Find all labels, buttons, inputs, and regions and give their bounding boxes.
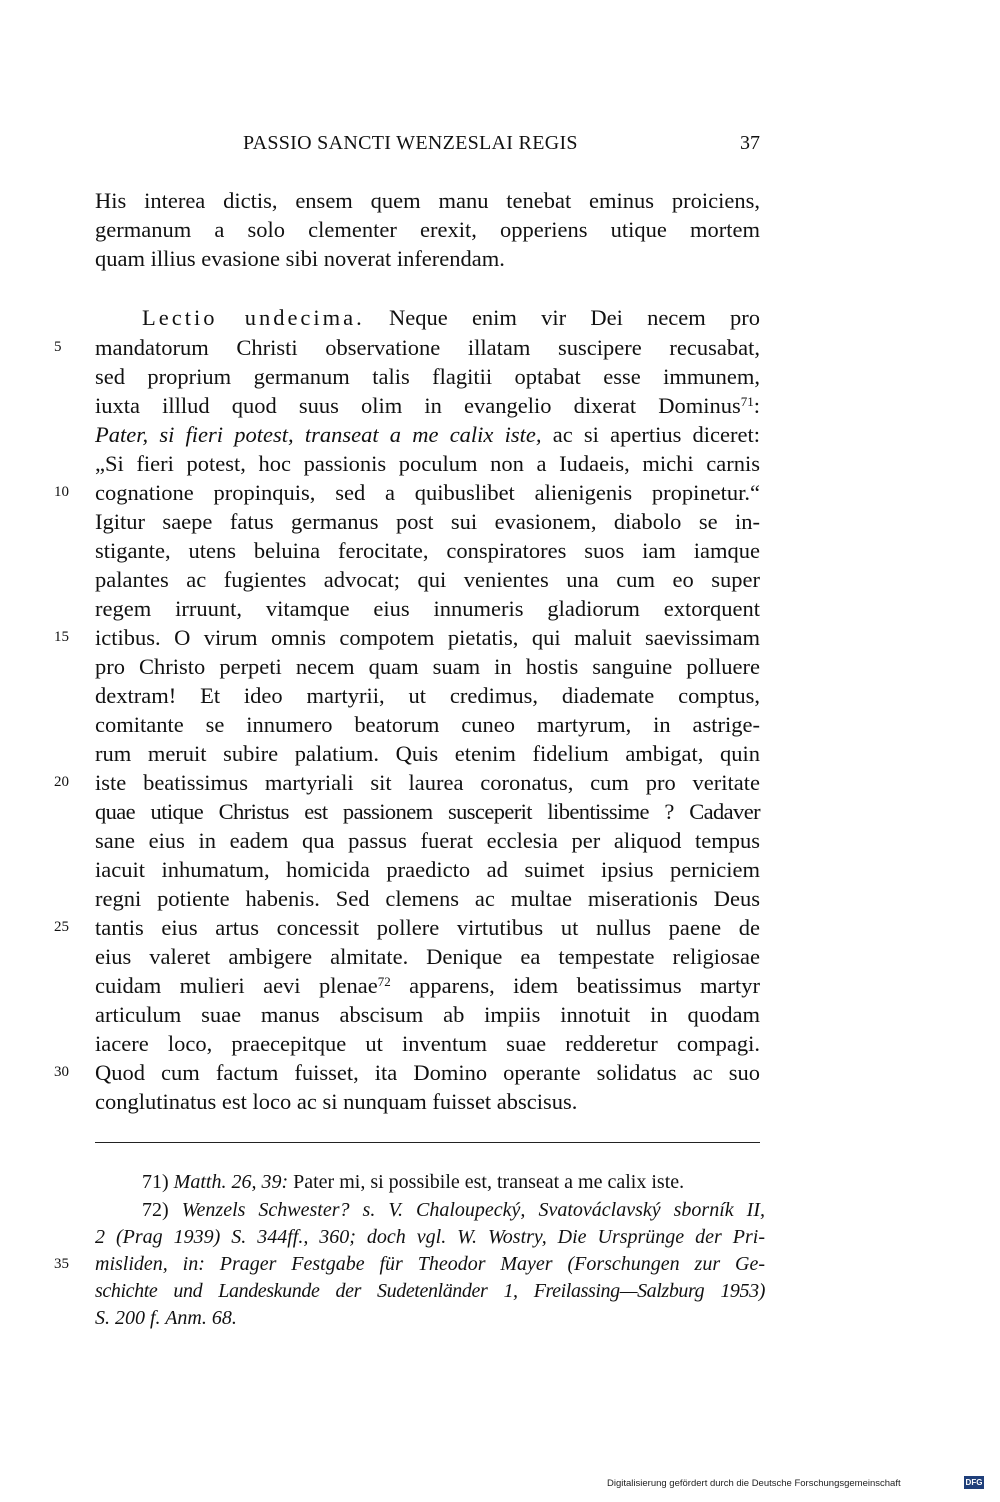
digitization-note: Digitalisierung gefördert durch die Deutsche Forschungsgemeinschaft (607, 1478, 901, 1489)
footnote-ref-72[interactable]: 72 (377, 974, 391, 989)
running-title: PASSIO SANCTI WENZESLAI REGIS (243, 132, 578, 154)
footnote-reference: Matth. 26, 39: (173, 1171, 289, 1193)
line-number: 35 (54, 1256, 69, 1272)
text-line: dextram! Et ideo martyrii, ut credimus, diademate comptus, (95, 683, 760, 708)
text-line: „Si fieri potest, hoc passionis poculum non a Iudaeis, michi carnis (95, 451, 760, 476)
text-line: germanum a solo clementer erexit, opperiens utique mortem (95, 217, 760, 242)
line-number: 5 (54, 339, 62, 355)
text-line: Quod cum factum fuisset, ita Domino operante solidatus ac suo (95, 1060, 760, 1085)
dfg-logo: DFG (965, 1478, 983, 1487)
text-line (95, 420, 760, 449)
line-number: 20 (54, 774, 69, 790)
footnote-divider (95, 1142, 760, 1143)
text-line (95, 391, 760, 420)
footnote-number: 72) (142, 1199, 169, 1221)
footnote-line: 2 (Prag 1939) S. 344ff., 360; doch vgl. W. Wostry, Die Ursprünge der Pri- (95, 1226, 765, 1248)
text-span: ac si apertius diceret: (552, 422, 761, 447)
footnote-text: Wenzels Schwester? s. V. Chaloupecký, Svatováclavský sborník II, (181, 1199, 765, 1221)
text-line: iacuit inhumatum, homicida praedicto ad suimet ipsius perniciem (95, 857, 760, 882)
footnote-ref-71[interactable]: 71 (740, 394, 754, 409)
text-line: comitante se innumero beatorum cuneo martyrum, in astrige- (95, 712, 760, 737)
text-line: mandatorum Christi observatione illatam suscipere recusabat, (95, 335, 760, 360)
line-number: 10 (54, 484, 69, 500)
footnote-72 (142, 1197, 765, 1224)
text-line: Igitur saepe fatus germanus post sui evasionem, diabolo se in- (95, 509, 760, 534)
text-line: articulum suae manus abscisum ab impiis innotuit in quodam (95, 1002, 760, 1027)
text-line: regni potiente habenis. Sed clemens ac multae miserationis Deus (95, 886, 760, 911)
footnote-number: 71) (142, 1171, 169, 1193)
text-span: iuxta illlud quod suus olim in evangelio dixerat Dominus (95, 393, 741, 418)
text-line: ictibus. O virum omnis compotem pietatis, qui maluit saevissimam (95, 625, 760, 650)
text-line: quae utique Christus est passionem susceperit libentissime ? Cadaver (95, 799, 760, 824)
line-number: 15 (54, 629, 69, 645)
text-line: quam illius evasione sibi noverat inferendam. (95, 246, 505, 271)
text-line: conglutinatus est loco ac si nunquam fuisset abscisus. (95, 1089, 578, 1114)
text-line: sane eius in eadem qua passus fuerat ecclesia per aliquod tempus (95, 828, 760, 853)
text-line: pro Christo perpeti necem quam suam in hostis sanguine polluere (95, 654, 760, 679)
footnote-71 (142, 1169, 765, 1196)
text-line: tantis eius artus concessit pollere virtutibus ut nullus paene de (95, 915, 760, 940)
text-line: stigante, utens beluina ferocitate, conspiratores suos iam iamque (95, 538, 760, 563)
text-span: Neque enim vir Dei necem pro (389, 305, 760, 330)
lectio-label: Lectio undecima. (142, 305, 365, 330)
footnote-text: Pater mi, si possibile est, transeat a me calix iste. (293, 1171, 685, 1193)
text-line: His interea dictis, ensem quem manu tenebat eminus proiciens, (95, 188, 760, 213)
text-span: cuidam mulieri aevi plenae (95, 973, 378, 998)
text-line: rum meruit subire palatium. Quis etenim fidelium ambigat, quin (95, 741, 760, 766)
text-line: iacere loco, praecepitque ut inventum suae redderetur compagi. (95, 1031, 760, 1056)
running-header (95, 132, 760, 162)
footnote-line: S. 200 f. Anm. 68. (95, 1307, 237, 1329)
text-span: apparens, idem beatissimus martyr (390, 973, 760, 998)
line-number: 25 (54, 919, 69, 935)
line-number: 30 (54, 1064, 69, 1080)
text-span: : (753, 393, 760, 418)
page-number: 37 (740, 132, 760, 154)
text-line: sed proprium germanum talis flagitii optabat esse immunem, (95, 364, 760, 389)
text-line: palantes ac fugientes advocat; qui venientes una cum eo super (95, 567, 760, 592)
text-line: iste beatissimus martyriali sit laurea coronatus, cum pro veritate (95, 770, 760, 795)
lectio-heading-line (142, 303, 760, 332)
text-line: cognatione propinquis, sed a quibuslibet alienigenis propinetur.“ (95, 480, 760, 505)
footnote-line: schichte und Landeskunde der Sudetenländer 1, Freilassing—Salzburg 1953) (95, 1280, 765, 1302)
italic-quote: Pater, si fieri potest, transeat a me calix iste, (95, 422, 542, 447)
text-line: regem irruunt, vitamque eius innumeris gladiorum extorquent (95, 596, 760, 621)
text-line: eius valeret ambigere almitate. Denique ea tempestate religiosae (95, 944, 760, 969)
text-line (95, 971, 760, 1000)
footnote-line: misliden, in: Prager Festgabe für Theodor Mayer (Forschungen zur Ge- (95, 1253, 765, 1275)
